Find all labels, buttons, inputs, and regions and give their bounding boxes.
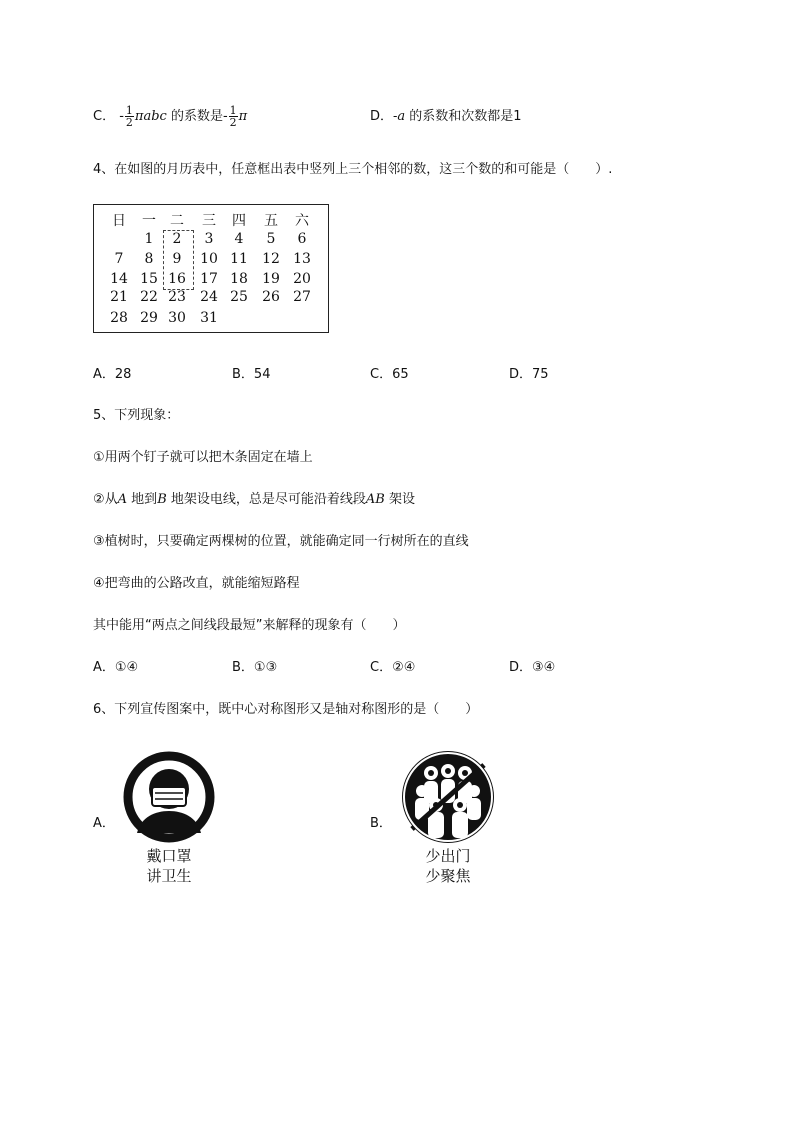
calendar-day-cell: 6 <box>297 231 307 247</box>
calendar-day-cell: 26 <box>262 289 280 305</box>
q5-stem: 5、下列现象： <box>93 408 180 423</box>
expr-mid-text: 的系数是 <box>166 109 223 124</box>
q5-item-2 <box>93 488 415 507</box>
rhs-sign: - <box>222 109 228 124</box>
q5-item-4: ④把弯曲的公路改直，就能缩短路程 <box>93 576 300 591</box>
calendar-day-cell: 3 <box>204 231 214 247</box>
calendar-day-cell: 17 <box>200 271 218 287</box>
calendar-day-cell: 12 <box>262 251 280 267</box>
q4-option-b: B．54 <box>232 367 271 382</box>
calendar-day-cell: 31 <box>200 310 218 326</box>
calendar-day-cell: 7 <box>114 251 124 267</box>
q3-option-d <box>370 108 522 126</box>
fraction-rhs: $\frac{1}{2}$ <box>229 104 237 129</box>
calendar-header-cell: 五 <box>264 213 278 229</box>
calendar-day-cell: 29 <box>140 310 158 326</box>
point-b: B <box>157 492 167 507</box>
rhs-pi: π <box>238 109 248 124</box>
calendar-day-cell: 14 <box>110 271 128 287</box>
calendar-day-cell: 1 <box>144 231 154 247</box>
calendar-day-cell: 4 <box>234 231 244 247</box>
expr-neg-a: -a <box>393 109 406 124</box>
segment-ab: AB <box>365 492 385 507</box>
mask-person-icon <box>119 751 219 843</box>
q5-item-1: ①用两个钉子就可以把木条固定在墙上 <box>93 450 313 465</box>
calendar-header-cell: 日 <box>112 213 126 229</box>
calendar-day-cell: 27 <box>293 289 311 305</box>
q3-option-c <box>93 104 247 130</box>
option-c-label: C． <box>93 109 116 124</box>
point-a: A <box>117 492 128 507</box>
caption-b-line-1: 少出门 <box>425 847 471 865</box>
option-a-caption <box>129 846 209 886</box>
calendar-day-cell: 15 <box>140 271 158 287</box>
no-gathering-crowd-icon <box>398 751 498 843</box>
calendar-header-cell: 二 <box>170 213 184 229</box>
item2-text-a: ②从 <box>93 492 118 507</box>
q5-option-c: C．②④ <box>370 660 416 675</box>
option-d-text: 的系数和次数都是1 <box>405 109 522 124</box>
calendar-day-cell: 25 <box>230 289 248 305</box>
q5-question: 其中能用“两点之间线段最短”来解释的现象有（ ） <box>93 618 406 633</box>
expr-sign: - <box>119 109 124 124</box>
calendar-header-cell: 一 <box>142 213 156 229</box>
q4-option-a: A．28 <box>93 367 132 382</box>
calendar-day-cell: 13 <box>293 251 311 267</box>
calendar-header-cell: 四 <box>232 213 246 229</box>
calendar-day-cell: 11 <box>230 251 248 267</box>
calendar-header-cell: 六 <box>295 213 309 229</box>
calendar-day-cell: 9 <box>172 251 182 267</box>
calendar-day-cell: 10 <box>200 251 218 267</box>
calendar-day-cell: 28 <box>110 310 128 326</box>
q5-option-d: D．③④ <box>509 660 556 675</box>
q6-stem: 6、下列宣传图案中，既中心对称图形又是轴对称图形的是（ ） <box>93 702 479 717</box>
calendar-day-cell: 20 <box>293 271 311 287</box>
expr-variables: πabc <box>134 109 167 124</box>
calendar-day-cell: 8 <box>144 251 154 267</box>
calendar-day-cell: 2 <box>172 231 182 247</box>
option-b-caption <box>408 846 488 886</box>
item2-text-c: 地架设电线，总是尽可能沿着线段 <box>166 492 366 507</box>
calendar-day-cell: 21 <box>110 289 128 305</box>
calendar-header-cell: 三 <box>202 213 216 229</box>
calendar-day-cell: 5 <box>266 231 276 247</box>
calendar-day-cell: 24 <box>200 289 218 305</box>
option-d-label: D． <box>370 109 394 124</box>
q5-option-a: A．①④ <box>93 660 139 675</box>
caption-b-line-2: 少聚焦 <box>425 867 471 885</box>
q6-option-b-label: B． <box>370 816 392 831</box>
q4-stem: 4、在如图的月历表中，任意框出表中竖列上三个相邻的数，这三个数的和可能是（ ）. <box>93 162 613 177</box>
calendar-day-cell: 18 <box>230 271 248 287</box>
q4-option-d: D．75 <box>509 367 549 382</box>
item2-text-b: 地到 <box>127 492 158 507</box>
calendar-day-cell: 22 <box>140 289 158 305</box>
calendar-day-cell: 16 <box>168 271 186 287</box>
item2-text-d: 架设 <box>384 492 415 507</box>
q4-option-c: C．65 <box>370 367 409 382</box>
q6-option-a-label: A． <box>93 816 115 831</box>
calendar-day-cell: 30 <box>168 310 186 326</box>
q5-item-3: ③植树时，只要确定两棵树的位置，就能确定同一行树所在的直线 <box>93 534 469 549</box>
q5-option-b: B．①③ <box>232 660 278 675</box>
calendar-day-cell: 23 <box>168 289 186 305</box>
fraction-one-half: $\frac{1}{2}$ <box>125 104 133 129</box>
calendar-day-cell: 19 <box>262 271 280 287</box>
caption-a-line-1: 戴口罩 <box>146 847 192 865</box>
caption-a-line-2: 讲卫生 <box>146 867 192 885</box>
